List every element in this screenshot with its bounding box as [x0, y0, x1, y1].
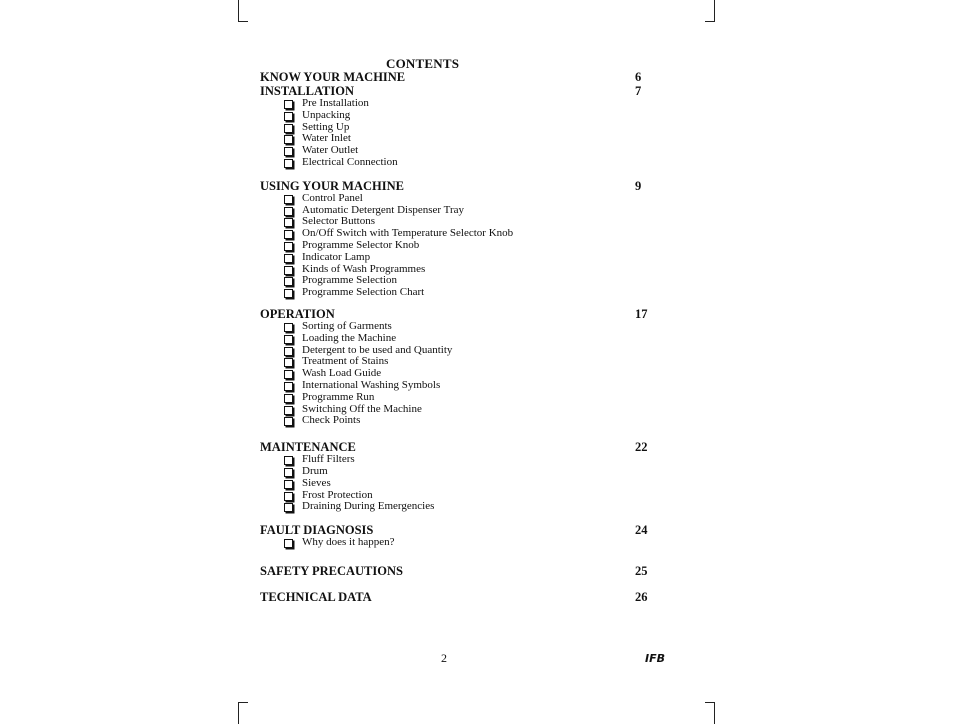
crop-mark [705, 702, 715, 703]
item-label: Programme Run [302, 390, 375, 403]
checkbox-bullet-icon [284, 358, 293, 367]
list-item [260, 415, 660, 427]
crop-mark [238, 702, 248, 703]
crop-mark [238, 702, 239, 724]
section-page-number: 24 [635, 523, 648, 538]
item-label: Why does it happen? [302, 536, 395, 549]
checkbox-bullet-icon [284, 335, 293, 344]
item-label: Electrical Connection [302, 155, 398, 168]
section-items [260, 321, 660, 427]
checkbox-bullet-icon [284, 266, 293, 275]
crop-mark [238, 0, 239, 22]
section-items [260, 454, 660, 513]
section-heading [260, 564, 660, 578]
crop-mark [238, 21, 248, 22]
section-title: OPERATION [260, 306, 335, 321]
checkbox-bullet-icon [284, 207, 293, 216]
list-item [260, 287, 660, 299]
checkbox-bullet-icon [284, 347, 293, 356]
section-page-number: 26 [635, 589, 648, 604]
item-label: Fluff Filters [302, 453, 355, 466]
item-label: Programme Selector Knob [302, 238, 420, 251]
item-label: Treatment of Stains [302, 355, 389, 368]
item-label: Programme Selection Chart [302, 286, 425, 299]
checkbox-bullet-icon [284, 394, 293, 403]
toc-section [260, 179, 660, 299]
section-heading [260, 307, 660, 321]
toc-section [260, 564, 660, 578]
item-label: Selector Buttons [302, 215, 376, 228]
crop-mark [714, 702, 715, 724]
section-title: TECHNICAL DATA [260, 589, 372, 604]
section-page-number: 22 [635, 440, 648, 455]
section-title: USING YOUR MACHINE [260, 178, 404, 193]
item-label: Indicator Lamp [302, 250, 371, 263]
section-items [260, 537, 660, 549]
item-label: On/Off Switch with Temperature Selector Knob [302, 227, 514, 240]
item-label: Frost Protection [302, 488, 373, 501]
checkbox-bullet-icon [284, 417, 293, 426]
section-items [260, 98, 660, 169]
crop-mark [714, 0, 715, 22]
list-item [260, 537, 660, 549]
crop-mark [705, 21, 715, 22]
section-page-number: 7 [635, 84, 642, 98]
item-label: Programme Selection [302, 274, 398, 287]
table-of-contents [260, 70, 660, 604]
section-heading [260, 523, 660, 537]
section-page-number: 17 [635, 306, 648, 321]
item-label: Sorting of Garments [302, 319, 392, 332]
checkbox-bullet-icon [284, 218, 293, 227]
item-label: Automatic Detergent Dispenser Tray [302, 203, 465, 216]
contents-title: CONTENTS [386, 56, 460, 71]
item-label: Pre Installation [302, 97, 369, 109]
checkbox-bullet-icon [284, 135, 293, 144]
item-label: Switching Off the Machine [302, 402, 422, 415]
checkbox-bullet-icon [284, 468, 293, 477]
checkbox-bullet-icon [284, 382, 293, 391]
checkbox-bullet-icon [284, 492, 293, 501]
item-label: Detergent to be used and Quantity [302, 343, 453, 356]
checkbox-bullet-icon [284, 159, 293, 168]
section-page-number: 25 [635, 563, 648, 578]
section-title: SAFETY PRECAUTIONS [260, 563, 403, 578]
section-heading [260, 84, 660, 98]
item-label: Sieves [302, 476, 331, 489]
checkbox-bullet-icon [284, 112, 293, 121]
section-items [260, 193, 660, 299]
item-label: Draining During Emergencies [302, 500, 435, 513]
checkbox-bullet-icon [284, 370, 293, 379]
section-title: MAINTENANCE [260, 440, 356, 455]
checkbox-bullet-icon [284, 503, 293, 512]
checkbox-bullet-icon [284, 456, 293, 465]
section-heading [260, 440, 660, 454]
checkbox-bullet-icon [284, 289, 293, 298]
checkbox-bullet-icon [284, 480, 293, 489]
list-item [260, 157, 660, 169]
list-item [260, 501, 660, 513]
checkbox-bullet-icon [284, 277, 293, 286]
section-page-number: 9 [635, 178, 642, 193]
item-label: Water Outlet [302, 144, 359, 157]
checkbox-bullet-icon [284, 230, 293, 239]
section-heading [260, 590, 660, 604]
toc-section [260, 440, 660, 513]
item-label: International Washing Symbols [302, 378, 441, 391]
section-heading [260, 179, 660, 193]
item-label: Check Points [302, 414, 361, 427]
section-title: FAULT DIAGNOSIS [260, 523, 374, 538]
item-label: Wash Load Guide [302, 367, 382, 380]
checkbox-bullet-icon [284, 254, 293, 263]
item-label: Setting Up [302, 120, 350, 133]
section-page-number: 6 [635, 70, 642, 84]
checkbox-bullet-icon [284, 406, 293, 415]
item-label: Water Inlet [302, 132, 351, 145]
toc-section [260, 84, 660, 169]
toc-section [260, 307, 660, 427]
item-label: Kinds of Wash Programmes [302, 262, 426, 275]
page-number: 2 [441, 651, 447, 665]
section-heading [260, 70, 660, 84]
toc-section [260, 70, 660, 84]
toc-section [260, 590, 660, 604]
section-title: INSTALLATION [260, 84, 355, 98]
checkbox-bullet-icon [284, 124, 293, 133]
item-label: Control Panel [302, 191, 363, 204]
brand-logo: IFB [645, 652, 665, 665]
item-label: Unpacking [302, 108, 351, 121]
checkbox-bullet-icon [284, 100, 293, 109]
checkbox-bullet-icon [284, 195, 293, 204]
checkbox-bullet-icon [284, 147, 293, 156]
section-title: KNOW YOUR MACHINE [260, 70, 406, 84]
checkbox-bullet-icon [284, 242, 293, 251]
checkbox-bullet-icon [284, 323, 293, 332]
item-label: Drum [302, 464, 328, 477]
item-label: Loading the Machine [302, 331, 397, 344]
toc-section [260, 523, 660, 549]
checkbox-bullet-icon [284, 539, 293, 548]
